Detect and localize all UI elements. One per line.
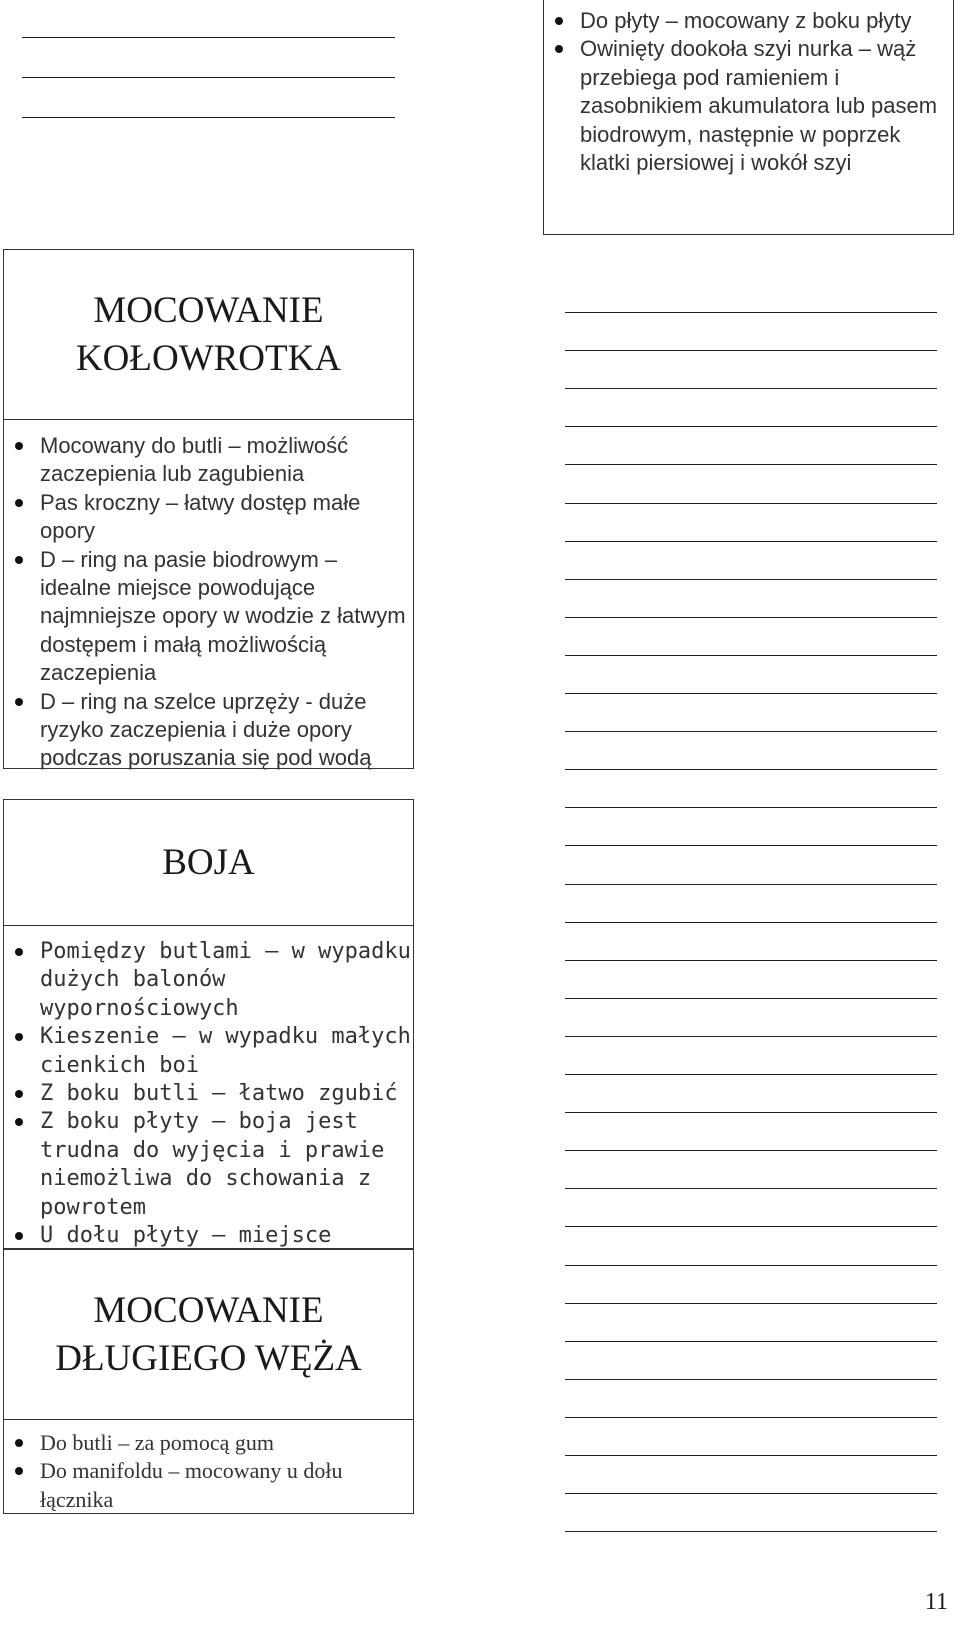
bullet-icon <box>15 698 23 706</box>
bullet-icon <box>15 442 23 450</box>
list-item: U dołu płyty – miejsce <box>4 1222 413 1279</box>
note-line <box>565 350 937 351</box>
note-line <box>565 1493 937 1494</box>
note-line <box>565 693 937 694</box>
bullet-icon <box>15 1118 23 1126</box>
note-line <box>565 1150 937 1151</box>
slide-title: BOJA <box>162 841 255 883</box>
list-item: Do płyty – mocowany z boku płyty <box>544 7 953 35</box>
list-item: Owinięty dookoła szyi nurka – wąż przebiega pod ramieniem i zasobnikiem akumulatora lub pasem biodrowym, następnie w poprzek klatki piersiowej i wokół szyi <box>544 35 953 177</box>
page-number: 11 <box>924 1589 948 1615</box>
slide-bullet-list <box>4 926 413 1279</box>
bullet-icon <box>15 499 23 507</box>
list-item: Pomiędzy butlami – w wypadku dużych balonów wypornościowych <box>4 938 413 1023</box>
note-line <box>565 922 937 923</box>
note-line <box>565 464 937 465</box>
note-line <box>565 845 937 846</box>
note-line <box>565 1455 937 1456</box>
bullet-icon <box>15 556 23 564</box>
list-item: Do manifoldu – mocowany u dołu łącznika <box>4 1457 413 1514</box>
note-line <box>565 312 937 313</box>
note-line <box>565 541 937 542</box>
note-line <box>565 1188 937 1189</box>
slide-title: MOCOWANIE KOŁOWROTKA <box>75 289 342 379</box>
list-item: D – ring na szelce uprzęży - duże ryzyko zaczepienia i duże opory podczas poruszania się pod wodą <box>4 688 413 773</box>
slide-bullet-list <box>4 420 413 773</box>
note-line <box>22 77 395 78</box>
slide-header <box>4 1250 413 1420</box>
bullet-icon <box>15 1033 23 1041</box>
note-line <box>565 1303 937 1304</box>
slide-weze-continuation <box>543 0 954 235</box>
list-item: Pas kroczny – łatwy dostęp małe opory <box>4 489 413 546</box>
list-item: D – ring na pasie biodrowym – idealne miejsce powodujące najmniejsze opory w wodzie z łatwym dostępem i małą możliwością zaczepienia <box>4 546 413 688</box>
bullet-icon <box>15 1467 23 1475</box>
note-line <box>565 1265 937 1266</box>
list-item: Z boku butli – łatwo zgubić <box>4 1080 413 1108</box>
note-line <box>565 1379 937 1380</box>
note-line <box>565 731 937 732</box>
slide-mocowanie-dlugiego-weza <box>3 1249 414 1514</box>
note-line <box>565 1074 937 1075</box>
note-line <box>565 1417 937 1418</box>
note-line <box>565 769 937 770</box>
note-line <box>565 960 937 961</box>
note-line <box>565 426 937 427</box>
note-line <box>565 617 937 618</box>
note-line <box>22 37 395 38</box>
note-line <box>565 884 937 885</box>
note-line <box>22 117 395 118</box>
slide-title: MOCOWANIE DŁUGIEGO WĘŻA <box>55 1289 362 1379</box>
bullet-icon <box>15 1090 23 1098</box>
note-line <box>565 655 937 656</box>
note-line <box>565 1226 937 1227</box>
note-line <box>565 1112 937 1113</box>
bullet-icon <box>555 17 563 25</box>
bullet-icon <box>15 1232 23 1240</box>
note-line <box>565 388 937 389</box>
slide-mocowanie-kolowrotka <box>3 249 414 769</box>
slide-header <box>4 250 413 420</box>
note-line <box>565 503 937 504</box>
note-line <box>565 807 937 808</box>
list-item: Z boku płyty – boja jest trudna do wyjęcia i prawie niemożliwa do schowania z powrotem <box>4 1108 413 1222</box>
bullet-icon <box>555 45 563 53</box>
note-line <box>565 1531 937 1532</box>
bullet-icon <box>15 1439 23 1447</box>
list-item: Mocowany do butli – możliwość zaczepienia lub zagubienia <box>4 432 413 489</box>
slide-boja <box>3 799 414 1249</box>
slide-bullet-list <box>4 1420 413 1514</box>
note-line <box>565 1036 937 1037</box>
note-line <box>565 579 937 580</box>
slide-header <box>4 800 413 926</box>
slide-bullet-list <box>544 0 953 177</box>
bullet-icon <box>15 948 23 956</box>
note-line <box>565 1341 937 1342</box>
list-item: Do butli – za pomocą gum <box>4 1429 413 1457</box>
note-line <box>565 998 937 999</box>
list-item: Kieszenie – w wypadku małych cienkich boi <box>4 1023 413 1080</box>
